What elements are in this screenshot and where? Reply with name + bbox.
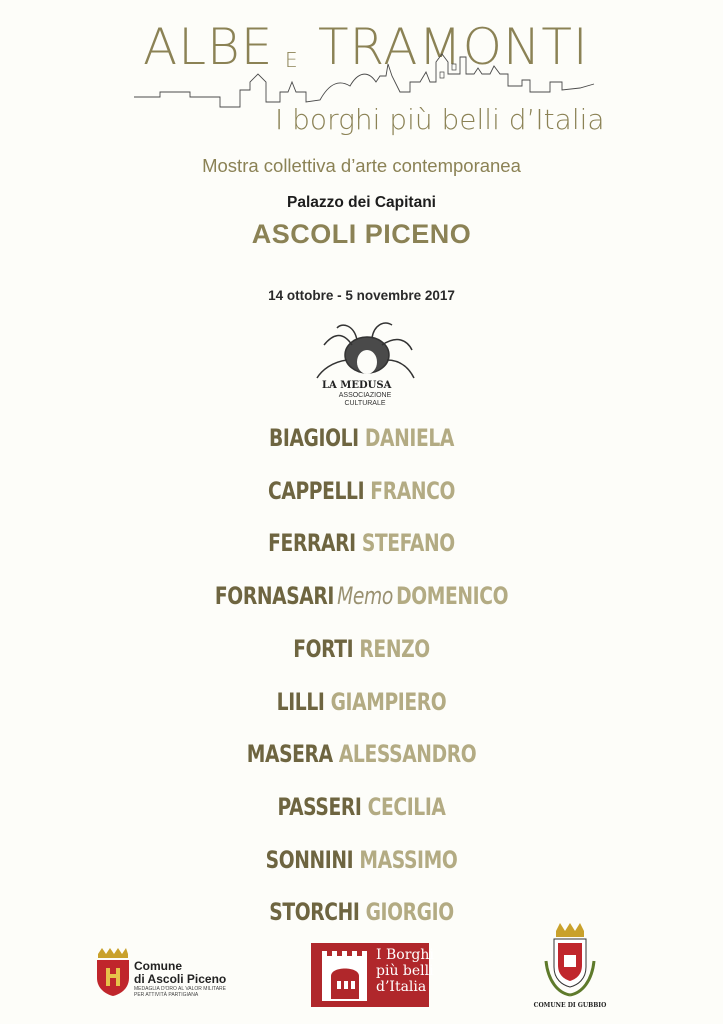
artist-firstname: ALESSANDRO xyxy=(338,740,477,769)
artist-surname: PASSERI xyxy=(277,792,362,821)
artist-surname: BIAGIOLI xyxy=(268,424,359,452)
artist-surname: MASERA xyxy=(246,740,333,769)
artist-firstname: RENZO xyxy=(359,634,430,663)
artist-nickname: Memo xyxy=(337,582,393,611)
artist-surname: STORCHI xyxy=(269,898,360,927)
artist-row xyxy=(80,740,644,768)
venue: Palazzo dei Capitani xyxy=(286,194,436,211)
artist-firstname: GIAMPIERO xyxy=(330,687,447,716)
artist-row xyxy=(80,688,644,716)
artist-row xyxy=(80,477,644,505)
title-connector: E xyxy=(285,48,298,72)
artist-firstname: FRANCO xyxy=(370,476,455,505)
borghi-line2: più belli xyxy=(376,963,434,979)
artist-surname: FORNASARI xyxy=(214,582,335,611)
title-tramonti: TRAMONTI xyxy=(318,18,589,76)
title-block xyxy=(0,0,723,150)
comune-line1: Comune xyxy=(134,959,182,973)
gubbio-crest-icon xyxy=(538,921,602,1003)
artist-firstname: GIORGIO xyxy=(365,898,454,927)
artist-surname: CAPPELLI xyxy=(268,476,365,505)
artist-surname: SONNINI xyxy=(265,845,354,874)
artist-firstname: MASSIMO xyxy=(359,845,458,874)
artist-firstname: STEFANO xyxy=(361,529,455,558)
subtitle: I borghi più belli d’Italia xyxy=(275,103,605,136)
artist-firstname: DOMENICO xyxy=(396,582,509,611)
medusa-logo-icon xyxy=(312,320,422,385)
organizer-line2: CULTURALE xyxy=(344,400,386,407)
artist-row xyxy=(80,846,644,874)
artist-surname: FORTI xyxy=(293,634,354,663)
organizer-line1: ASSOCIAZIONE xyxy=(338,392,392,399)
event-description: Mostra collettiva d’arte contemporanea xyxy=(202,155,521,176)
artist-row xyxy=(80,793,644,821)
comune-medal xyxy=(134,986,244,998)
artist-row xyxy=(80,424,644,452)
city: ASCOLI PICENO xyxy=(251,219,472,249)
title-albe: ALBE xyxy=(143,18,274,76)
comune-line2: di Ascoli Piceno xyxy=(134,972,227,986)
ascoli-crest-icon xyxy=(94,948,132,998)
borghi-label xyxy=(376,947,434,995)
artist-row xyxy=(80,529,644,557)
borghi-line3: d’Italia xyxy=(376,979,427,995)
artist-surname: LILLI xyxy=(276,687,325,716)
comune-ascoli-label xyxy=(134,960,226,986)
comune-medal-line1: MEDAGLIA D'ORO AL VALOR MILITARE xyxy=(134,986,226,992)
borghi-tower-icon xyxy=(319,951,374,1001)
borghi-line1: I Borghi xyxy=(376,947,434,963)
organizer-name: LA MEDUSA xyxy=(322,380,392,391)
event-dates: 14 ottobre - 5 novembre 2017 xyxy=(268,288,455,303)
artist-firstname: DANIELA xyxy=(364,424,455,452)
gubbio-label: COMUNE DI GUBBIO xyxy=(533,1002,607,1009)
comune-medal-line2: PER ATTIVITÀ PARTIGIANA xyxy=(134,992,199,998)
artist-firstname: CECILIA xyxy=(367,792,446,821)
artist-row xyxy=(80,635,644,663)
artist-row xyxy=(80,582,644,610)
artist-surname: FERRARI xyxy=(268,529,356,558)
